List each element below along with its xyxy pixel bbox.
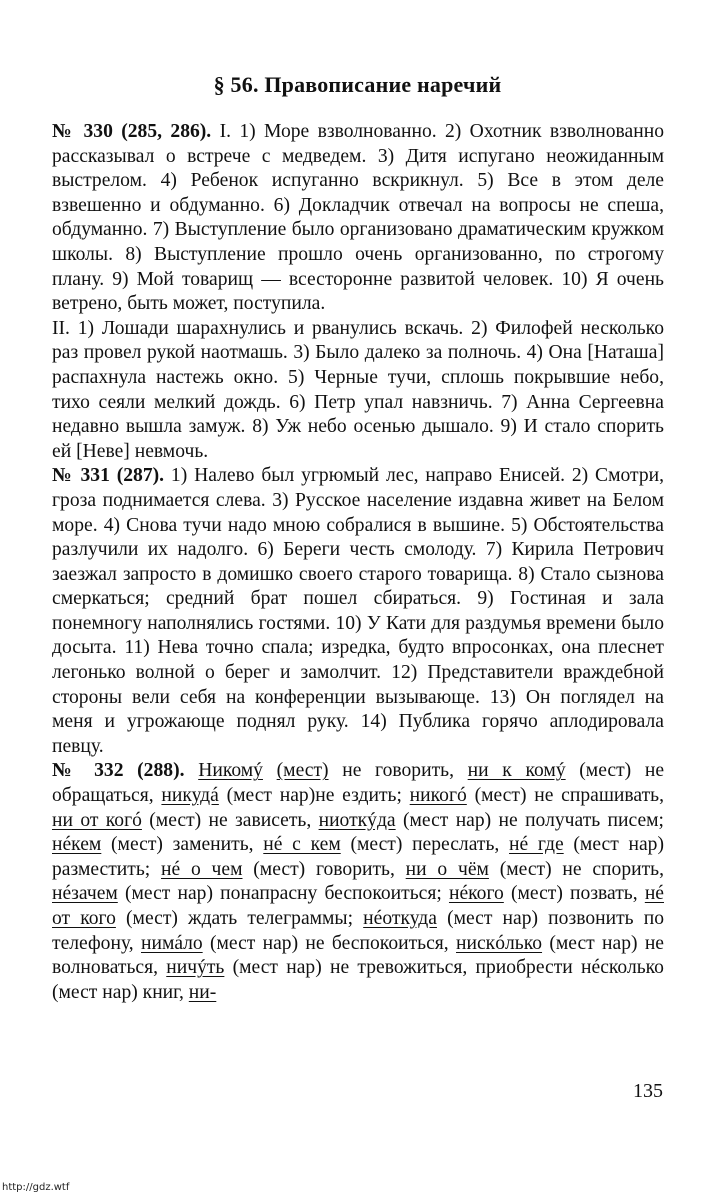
plain-text: (мест нар) не получать писем; [395, 809, 664, 831]
plain-text: (мест нар) не беспокоиться, [202, 932, 457, 954]
underlined-word: нéоткуда [363, 908, 437, 929]
plain-text: (мест) не спорить, [488, 858, 665, 880]
section-heading: § 56. Правописание наречий [213, 72, 502, 97]
plain-text: (мест нар) разместить; [52, 834, 664, 880]
exercise-330-part1 [52, 120, 664, 317]
underlined-word: ни к комý [467, 760, 566, 782]
underlined-word: нимáло [141, 932, 203, 954]
underlined-word: нé где [509, 834, 564, 856]
plain-text: (мест) не обращаться, [52, 760, 665, 807]
underlined-word: нé от кого [52, 883, 664, 929]
plain-text: не говорить, [328, 760, 468, 782]
plain-text: (мест) заменить, [101, 834, 264, 856]
underlined-word: нé о чем [161, 858, 243, 880]
underlined-word: никудá [161, 785, 219, 807]
plain-text: (мест) позвать, [503, 883, 645, 905]
exercise-number: № 332 (288). [52, 760, 185, 782]
underlined-word: нéзачем [52, 883, 118, 905]
underlined-word: ни- [188, 981, 217, 1003]
page-body [52, 120, 664, 1005]
plain-text: (мест нар) не тревожиться, приобрести нéсколько (мест нар) книг, [52, 957, 664, 1003]
exercise-number: № 330 (285, 286). [52, 121, 212, 142]
plain-text: (мест) не спрашивать, [466, 785, 664, 807]
plain-text: (мест нар)не ездить; [218, 785, 410, 807]
exercise-332 [52, 759, 664, 1005]
underlined-word: (мест) [276, 760, 329, 782]
underlined-word: нéкого [448, 883, 504, 905]
plain-text: (мест нар) позвонить по телефону, [52, 908, 665, 954]
exercise-text: I. 1) Море взволнованно. 2) Охотник взволнованно рассказывал о встрече с медведем. 3) Дитя испугано неожиданным выстрелом. 4) Ребенок испуганно вскрикнул. 5) Все в этом деле взвешенно и обдуманно. 6) Докладчик отвечал на вопросы не спеша, обдуманно. 7) Выступление было организовано драматическим кружком школы. 8) Выступление прошло очень организованно, по строгому плану. 9) Мой товарищ — всесторонне развитой человек. 10) Я очень ветрено, быть может, поступила. [52, 121, 664, 315]
exercise-number: № 331 (287). [52, 465, 165, 487]
watermark-link[interactable]: http://gdz.wtf [2, 1182, 70, 1193]
plain-text: (мест) не зависеть, [141, 809, 319, 831]
exercise-text [52, 760, 664, 1002]
exercise-text: 1) Налево был угрюмый лес, направо Енисей. 2) Смотри, гроза поднимается слева. 3) Русское население издавна живет на Белом море. 4) Снова тучи надо мною собралися в вышине. 5) Обстоятельства разлучили их надолго. 6) Береги честь смолоду. 7) Кирила Петрович заезжал запросто в домишко своего старого товарища. 8) Стало сызнова смеркаться; средний брат пошел сбираться. 9) Гостиная и зала понемногу наполнялись гостями. 10) У Кати для раздумья времени было досыта. 11) Нева точно спала; изредка, будто впросонках, она плеснет легонько волной о берег и замолчит. 12) Представители враждебной стороны вели себя на конференции вызывающе. 13) Он поглядел на меня и угрожающе поднял руку. 14) Публика горячо аплодировала певцу. [52, 465, 664, 757]
underlined-word: нéкем [52, 834, 102, 856]
underlined-word: Никомý [198, 760, 263, 782]
plain-text: (мест нар) понапрасну беспокоиться; [117, 883, 449, 905]
plain-text: (мест) говорить, [242, 858, 406, 880]
underlined-word: нé с кем [263, 834, 341, 856]
underlined-word: нискóлько [456, 932, 543, 954]
plain-text: (мест) переслать, [340, 834, 510, 856]
page-number: 135 [633, 1080, 663, 1102]
plain-text: (мест нар) не волноваться, [52, 932, 665, 979]
exercise-330-part2: II. 1) Лошади шарахнулись и рванулись вскачь. 2) Филофей несколько раз провел рукой наотмашь. 3) Было далеко за полночь. 4) Она [Наташа] распахнула настежь окно. 5) Черные тучи, сплошь покрывшие небо, тихо сеяли мелкий дождь. 6) Петр упал навзничь. 7) Анна Сергеевна недавно вышла замуж. 8) Уж небо осенью дышало. 9) И стало спорить ей [Неве] невмочь. [52, 317, 664, 462]
plain-text: (мест) ждать телеграммы; [115, 908, 364, 929]
plain-text [263, 760, 277, 781]
underlined-word: никогó [409, 785, 467, 807]
underlined-word: ниоткýда [318, 809, 396, 831]
exercise-331 [52, 464, 664, 759]
underlined-word: ничýть [166, 957, 225, 979]
underlined-word: ни от когó [52, 809, 142, 831]
underlined-word: ни о чём [405, 858, 489, 880]
